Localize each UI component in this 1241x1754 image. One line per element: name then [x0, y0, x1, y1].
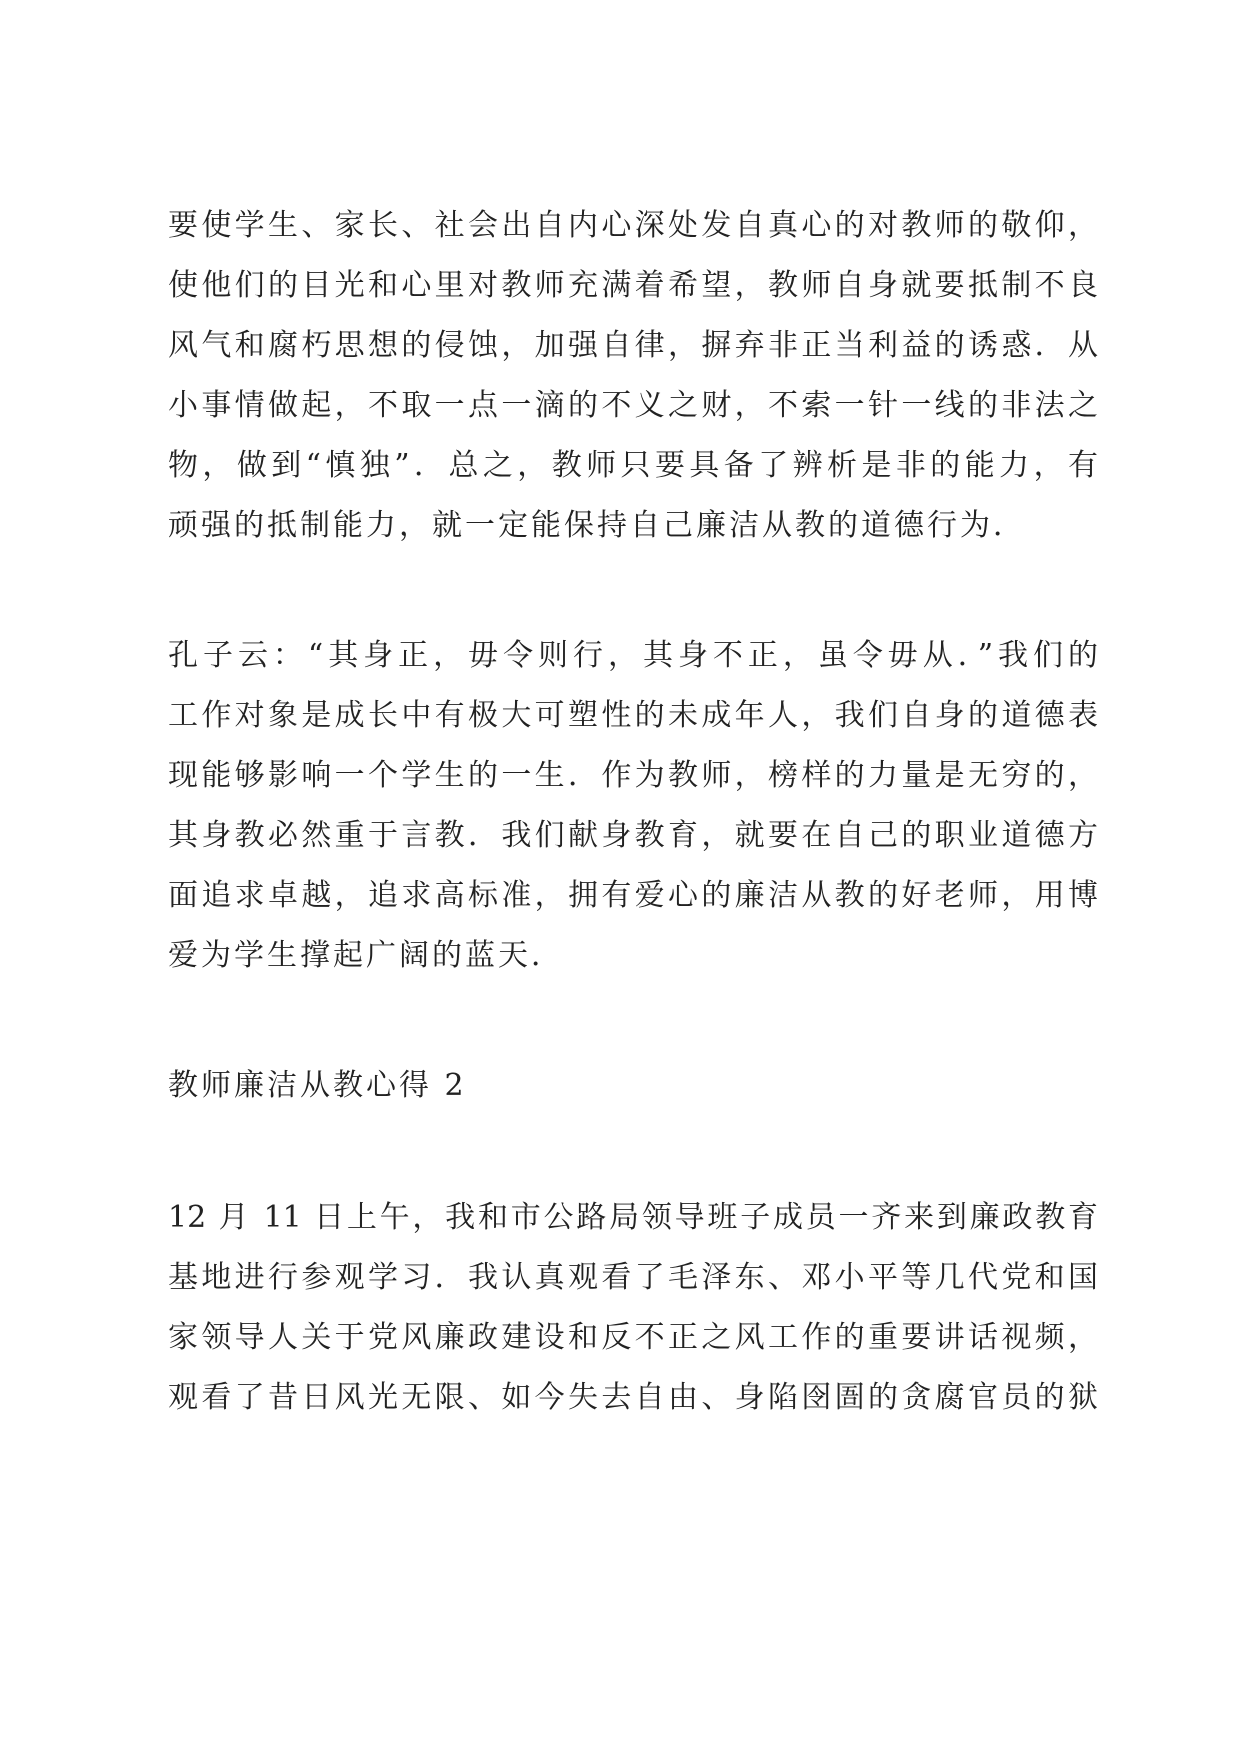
paragraph-1-line-3: 风气和腐朽思想的侵蚀，加强自律，摒弃非正当利益的诱惑．从 — [168, 328, 1098, 363]
paragraph-1-line-6: 顽强的抵制能力，就一定能保持自己廉洁从教的道德行为． — [168, 508, 1026, 543]
paragraph-2-line-3: 现能够影响一个学生的一生．作为教师，榜样的力量是无穷的， — [168, 758, 1098, 793]
paragraph-2-line-5: 面追求卓越，追求高标准，拥有爱心的廉洁从教的好老师，用博 — [168, 878, 1098, 913]
paragraph-1-line-5: 物，做到“慎独”．总之，教师只要具备了辨析是非的能力，有 — [168, 448, 1098, 483]
paragraph-3-line-3: 家领导人关于党风廉政建设和反不正之风工作的重要讲话视频， — [168, 1320, 1098, 1355]
paragraph-2-line-1: 孔子云：“其身正，毋令则行，其身不正，虽令毋从．”我们的 — [168, 638, 1098, 673]
paragraph-1-line-1: 要使学生、家长、社会出自内心深处发自真心的对教师的敬仰， — [168, 208, 1098, 243]
paragraph-1-line-4: 小事情做起，不取一点一滴的不义之财，不索一针一线的非法之 — [168, 388, 1098, 423]
section-heading: 教师廉洁从教心得 2 — [168, 1068, 467, 1103]
paragraph-2-line-4: 其身教必然重于言教．我们献身教育，就要在自己的职业道德方 — [168, 818, 1098, 853]
paragraph-1-line-2: 使他们的目光和心里对教师充满着希望，教师自身就要抵制不良 — [168, 268, 1098, 303]
paragraph-2-line-2: 工作对象是成长中有极大可塑性的未成年人，我们自身的道德表 — [168, 698, 1098, 733]
paragraph-2-line-6: 爱为学生撑起广阔的蓝天． — [168, 938, 564, 973]
paragraph-3-line-4: 观看了昔日风光无限、如今失去自由、身陷囹圄的贪腐官员的狱 — [168, 1380, 1098, 1415]
paragraph-3-line-1: 12 月 11 日上午，我和市公路局领导班子成员一齐来到廉政教育 — [168, 1200, 1098, 1235]
paragraph-3-line-2: 基地进行参观学习．我认真观看了毛泽东、邓小平等几代党和国 — [168, 1260, 1098, 1295]
